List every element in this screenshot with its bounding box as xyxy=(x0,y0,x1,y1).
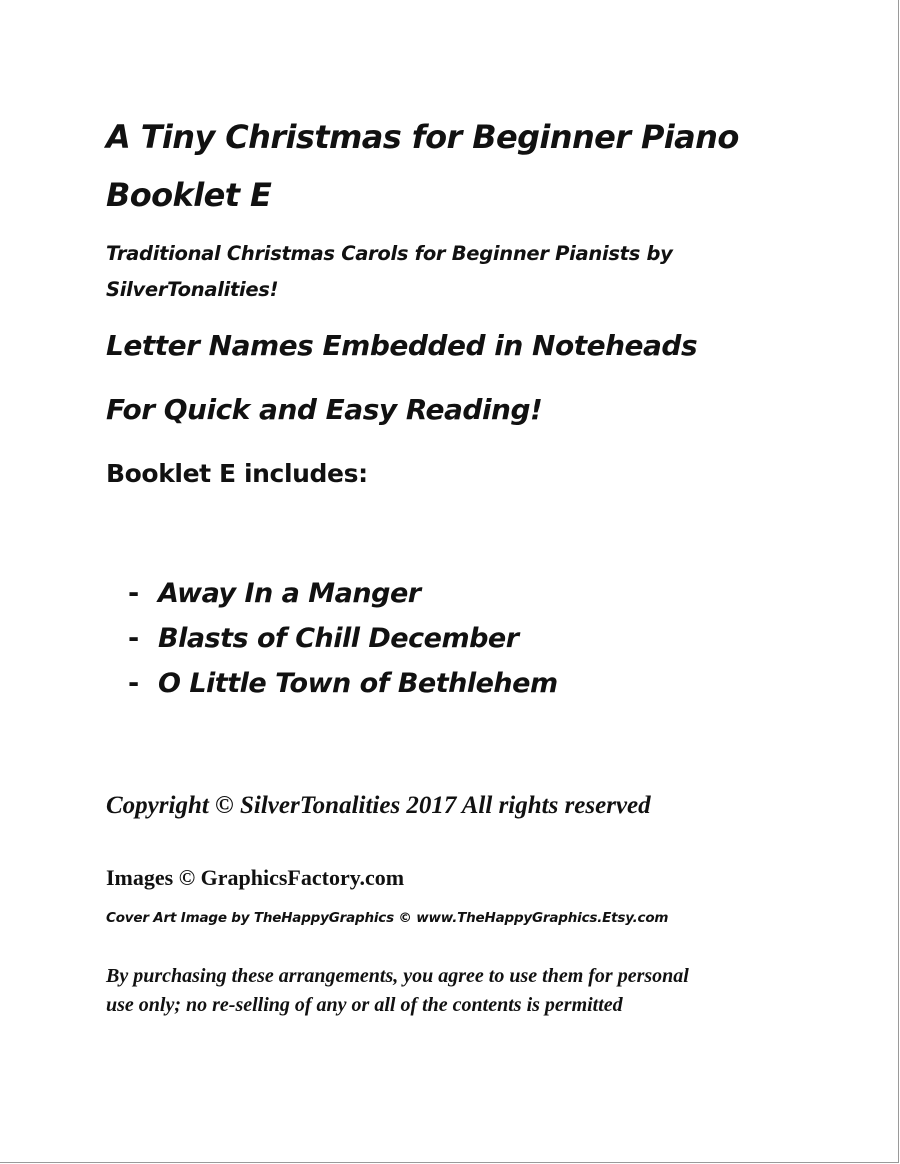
feature-letter-names: Letter Names Embedded in Noteheads xyxy=(106,329,698,362)
usage-disclaimer xyxy=(106,962,689,1020)
song-list xyxy=(128,574,558,709)
title-line-1: A Tiny Christmas for Beginner Piano xyxy=(106,118,739,156)
song-list-item xyxy=(128,619,558,664)
feature-quick-reading: For Quick and Easy Reading! xyxy=(106,393,543,426)
song-title: O Little Town of Bethlehem xyxy=(158,668,558,699)
song-title: Blasts of Chill December xyxy=(158,623,519,654)
document-subtitle xyxy=(106,236,673,308)
document-title xyxy=(106,108,739,224)
cover-art-credit: Cover Art Image by TheHappyGraphics © www.TheHappyGraphics.Etsy.com xyxy=(106,910,669,926)
disclaimer-line-2: use only; no re-selling of any or all of the contents is permitted xyxy=(106,994,623,1016)
song-list-item xyxy=(128,664,558,709)
subtitle-line-1: Traditional Christmas Carols for Beginner Pianists by xyxy=(106,242,673,265)
subtitle-line-2: SilverTonalities! xyxy=(106,278,279,301)
copyright-notice: Copyright © SilverTonalities 2017 All rights reserved xyxy=(106,792,651,819)
disclaimer-line-1: By purchasing these arrangements, you agree to use them for personal xyxy=(106,965,689,987)
song-title: Away In a Manger xyxy=(158,578,421,609)
images-credit: Images © GraphicsFactory.com xyxy=(106,865,405,890)
song-list-item xyxy=(128,574,558,619)
list-bullet: - xyxy=(128,623,139,654)
list-bullet: - xyxy=(128,668,139,699)
includes-heading: Booklet E includes: xyxy=(106,459,368,488)
list-bullet: - xyxy=(128,578,139,609)
title-line-2: Booklet E xyxy=(106,176,272,214)
